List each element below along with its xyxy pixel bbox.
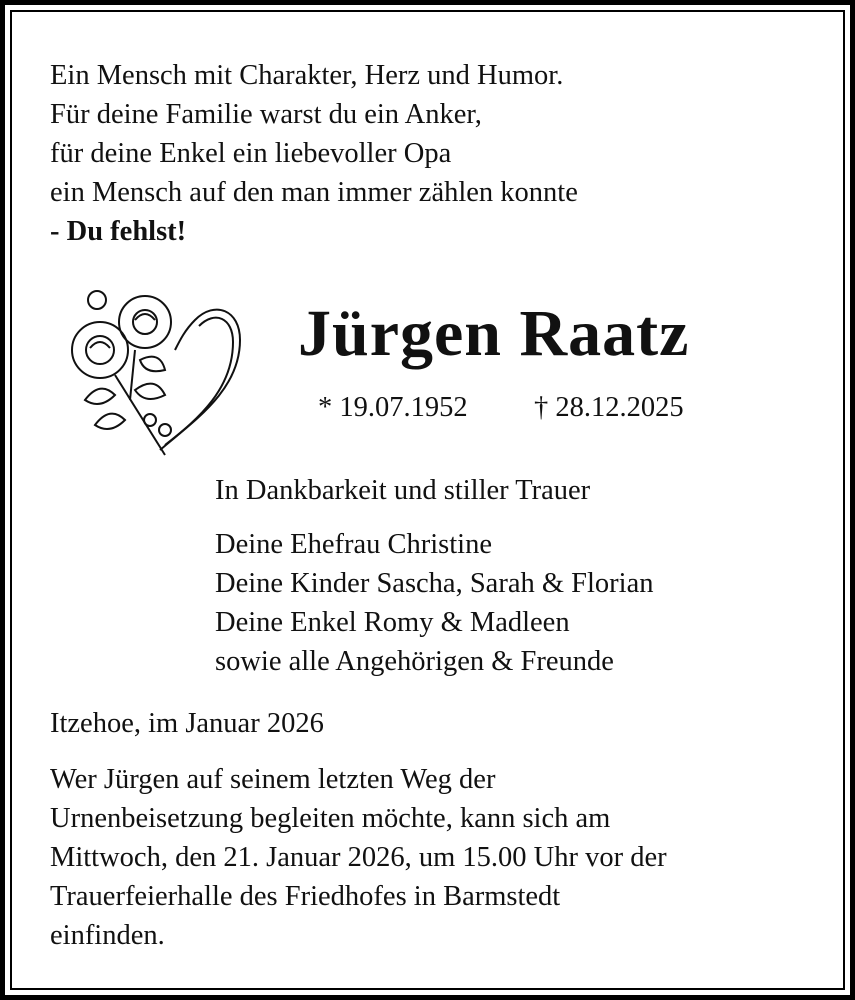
birth-date: * 19.07.1952 (318, 392, 468, 423)
death-date: † 28.12.2025 (534, 392, 684, 423)
poem-line: Für deine Familie warst du ein Anker, (50, 99, 482, 130)
family-line: sowie alle Angehörigen & Freunde (215, 646, 614, 677)
rose-heart-icon (55, 280, 255, 460)
deceased-name: Jürgen Raatz (298, 297, 690, 370)
notice-line: Mittwoch, den 21. Januar 2026, um 15.00 Uhr vor der (50, 842, 667, 873)
notice-line: Urnenbeisetzung begleiten möchte, kann sich am (50, 803, 611, 834)
notice-line: einfinden. (50, 920, 165, 951)
poem-line: für deine Enkel ein liebevoller Opa (50, 138, 452, 169)
poem-line: - Du fehlst! (50, 216, 187, 247)
family-line: Deine Enkel Romy & Madleen (215, 607, 570, 638)
family-line: Deine Ehefrau Christine (215, 529, 492, 560)
notice-line: Trauerfeierhalle des Friedhofes in Barmstedt (50, 881, 561, 912)
poem-line: ein Mensch auf den man immer zählen konnte (50, 177, 578, 208)
family-line: Deine Kinder Sascha, Sarah & Florian (215, 568, 654, 599)
poem-line: Ein Mensch mit Charakter, Herz und Humor. (50, 60, 564, 91)
place-date: Itzehoe, im Januar 2026 (50, 708, 324, 739)
notice-line: Wer Jürgen auf seinem letzten Weg der (50, 764, 496, 795)
mourning-line: In Dankbarkeit und stiller Trauer (215, 475, 591, 506)
